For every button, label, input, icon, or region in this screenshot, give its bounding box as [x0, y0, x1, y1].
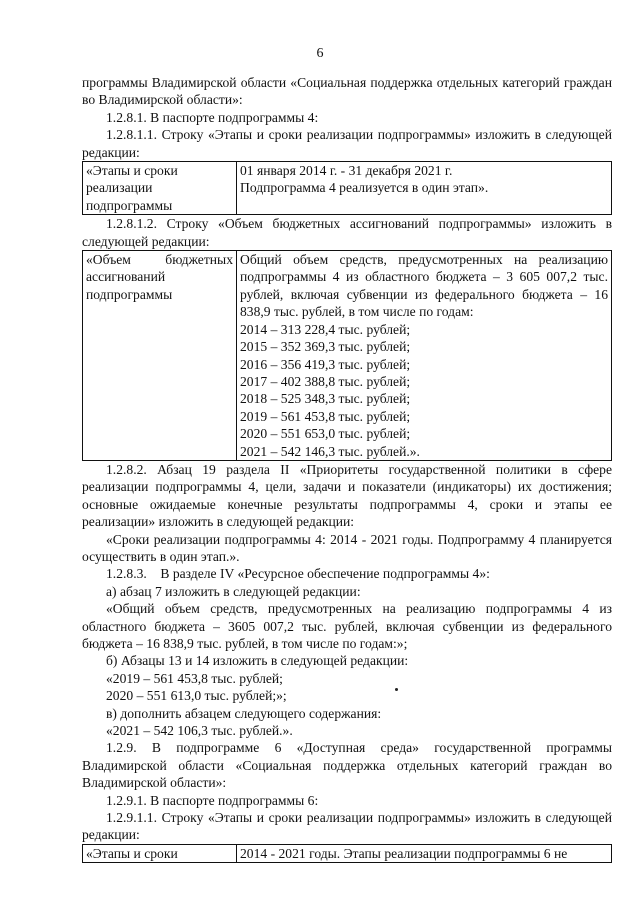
stages-dates: 01 января 2014 г. - 31 декабря 2021 г.: [240, 163, 453, 179]
row-label: «Этапы и сроки реализации подпрограммы: [83, 162, 237, 215]
table-row: [83, 251, 612, 461]
row-value: [237, 162, 612, 215]
stages-note: Подпрограмма 4 реализуется в один этап».: [240, 180, 489, 196]
budget-year: 2017 – 402 388,8 тыс. рублей;: [240, 373, 411, 389]
paragraph: 1.2.8.1.2. Строку «Объем бюджетных ассигнований подпрограммы» изложить в следующей редакции:: [82, 216, 612, 249]
budget-intro: Общий объем средств, предусмотренных на реализацию подпрограммы 4 из областного бюджета – 3 605 007,2 тыс. рублей, включая субвенции из федерального бюджета – 16 838,9 тыс. рублей, в том числе по годам:: [240, 252, 608, 320]
budget-year: 2014 – 313 228,4 тыс. рублей;: [240, 321, 411, 337]
paragraph: программы Владимирской области «Социальная поддержка отдельных категорий граждан во Владимирской области»:: [82, 75, 612, 108]
paragraph: 1.2.8.1.1. Строку «Этапы и сроки реализации подпрограммы» изложить в следующей редакции:: [82, 127, 612, 160]
budget-year: 2021 – 542 146,3 тыс. рублей.».: [240, 443, 420, 459]
paragraph: «Сроки реализации подпрограммы 4: 2014 - 2021 годы. Подпрограмму 4 планируется осуществить в один этап.».: [82, 531, 612, 564]
passport-table-stages: [82, 161, 612, 215]
paragraph: «Общий объем средств, предусмотренных на реализацию подпрограммы 4 из областного бюджета – 3605 007,2 тыс. рублей, включая субвенции из федерального бюджета – 16 838,9 тыс. рублей, в том числе по годам:»;: [82, 601, 612, 651]
row-value: 2014 - 2021 годы. Этапы реализации подпрограммы 6 не: [237, 844, 612, 862]
passport-table-budget: [82, 250, 612, 461]
paragraph: 1.2.9.1. В паспорте подпрограммы 6:: [106, 792, 319, 808]
budget-year: 2018 – 525 348,3 тыс. рублей;: [240, 391, 411, 407]
paragraph: 1.2.8.3. В разделе IV «Ресурсное обеспечение подпрограммы 4»:: [106, 566, 490, 582]
paragraph: б) Абзацы 13 и 14 изложить в следующей редакции:: [106, 653, 409, 669]
budget-year: 2020 – 551 653,0 тыс. рублей;: [240, 426, 411, 442]
paragraph: 1.2.8.2. Абзац 19 раздела II «Приоритеты государственной политики в сфере реализации подпрограммы 4, цели, задачи и показатели (индикаторы) их достижения; основные ожидаемые конечные результаты подпрограммы 4, сроки и этапы ее реализации» изложить в следующей редакции:: [82, 461, 612, 530]
row-label: «Объем бюджетных ассигнований подпрограммы: [83, 251, 237, 461]
paragraph: «2019 – 561 453,8 тыс. рублей;: [106, 670, 283, 686]
row-value: [237, 251, 612, 461]
paragraph: «2021 – 542 106,3 тыс. рублей.».: [106, 723, 293, 739]
document-body: [82, 74, 612, 863]
page-number: 6: [316, 46, 324, 61]
budget-year: 2015 – 352 369,3 тыс. рублей;: [240, 339, 411, 355]
paragraph: 1.2.9. В подпрограмме 6 «Доступная среда» государственной программы Владимирской области «Социальная поддержка отдельных категорий граждан во Владимирской области»:: [82, 740, 612, 791]
paragraph: 1.2.9.1.1. Строку «Этапы и сроки реализации подпрограммы» изложить в следующей редакции:: [82, 810, 612, 843]
passport-table-stages-6: [82, 844, 612, 863]
scan-speck: [395, 688, 398, 691]
paragraph: в) дополнить абзацем следующего содержания:: [106, 705, 382, 721]
table-row: [83, 162, 612, 215]
row-label: «Этапы и сроки: [83, 844, 237, 862]
paragraph: 1.2.8.1. В паспорте подпрограммы 4:: [106, 109, 319, 125]
paragraph: 2020 – 551 613,0 тыс. рублей;»;: [106, 688, 287, 704]
budget-year: 2019 – 561 453,8 тыс. рублей;: [240, 408, 411, 424]
budget-year: 2016 – 356 419,3 тыс. рублей;: [240, 356, 411, 372]
paragraph: а) абзац 7 изложить в следующей редакции:: [106, 583, 361, 599]
table-row: [83, 844, 612, 862]
